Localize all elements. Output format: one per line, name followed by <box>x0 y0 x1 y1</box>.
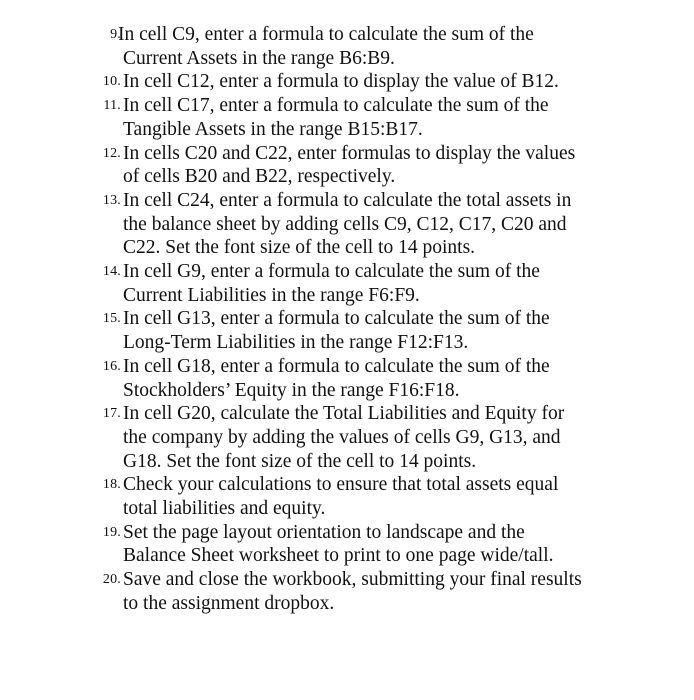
item-text-line: In cell G9, enter a formula to calculate the sum of the <box>123 261 540 283</box>
item-text-line: the company by adding the values of cells G9, G13, and <box>123 426 561 448</box>
item-number: 17. <box>102 406 121 422</box>
item-text-line: In cells C20 and C22, enter formulas to display the values <box>123 142 576 164</box>
instruction-item <box>0 23 694 70</box>
item-text-line: In cell C24, enter a formula to calculate the total assets in <box>123 189 572 211</box>
item-number: 10. <box>102 74 121 90</box>
item-text-line: Set the page layout orientation to landscape and the <box>123 521 525 543</box>
item-text-line: In cell G20, calculate the Total Liabilities and Equity for <box>123 403 565 425</box>
item-text-line: Tangible Assets in the range B15:B17. <box>123 118 423 140</box>
instruction-item <box>0 355 694 402</box>
instruction-item <box>0 142 694 189</box>
item-number: 19. <box>102 524 121 540</box>
item-number: 20. <box>102 572 121 588</box>
item-text-line: Long-Term Liabilities in the range F12:F13. <box>123 332 469 354</box>
item-text-line: Check your calculations to ensure that total assets equal <box>123 474 559 496</box>
item-text-line: Stockholders’ Equity in the range F16:F18. <box>123 379 460 401</box>
item-text-line: of cells B20 and B22, respectively. <box>123 166 396 188</box>
item-text-line: Current Assets in the range B6:B9. <box>123 47 395 69</box>
item-number: 12. <box>102 145 121 161</box>
instruction-item <box>0 521 694 568</box>
instruction-item <box>0 189 694 260</box>
instruction-item <box>0 402 694 473</box>
item-text-line: to the assignment dropbox. <box>123 592 335 614</box>
item-text-line: Balance Sheet worksheet to print to one page wide/tall. <box>123 545 554 567</box>
instruction-list <box>0 23 694 616</box>
item-text-line: In cell G18, enter a formula to calculate the sum of the <box>123 355 550 377</box>
item-text-line: Current Liabilities in the range F6:F9. <box>123 284 420 306</box>
item-number: 9. <box>110 27 121 42</box>
item-number: 13. <box>102 192 121 208</box>
item-text-line: total liabilities and equity. <box>123 498 326 520</box>
instruction-item <box>0 307 694 354</box>
item-text-line: In cell C9, enter a formula to calculate the sum of the <box>118 24 534 45</box>
item-text-line: In cell C12, enter a formula to display the value of B12. <box>123 71 559 93</box>
item-number: 11. <box>103 98 121 114</box>
item-text-line: In cell G13, enter a formula to calculate the sum of the <box>123 308 550 330</box>
instruction-item <box>0 260 694 307</box>
item-text-line: Save and close the workbook, submitting your final results <box>123 569 582 591</box>
item-number: 16. <box>102 358 121 374</box>
item-text-line: G18. Set the font size of the cell to 14 points. <box>123 450 477 472</box>
instruction-item <box>0 70 694 94</box>
item-text-line: In cell C17, enter a formula to calculate the sum of the <box>123 95 549 117</box>
item-number: 14. <box>102 264 121 280</box>
instruction-item <box>0 94 694 141</box>
item-number: 15. <box>102 311 121 327</box>
item-number: 18. <box>102 477 121 493</box>
item-text-line: C22. Set the font size of the cell to 14 points. <box>123 237 476 259</box>
instruction-item <box>0 473 694 520</box>
instruction-item <box>0 568 694 615</box>
item-text-line: the balance sheet by adding cells C9, C12, C17, C20 and <box>123 213 567 235</box>
